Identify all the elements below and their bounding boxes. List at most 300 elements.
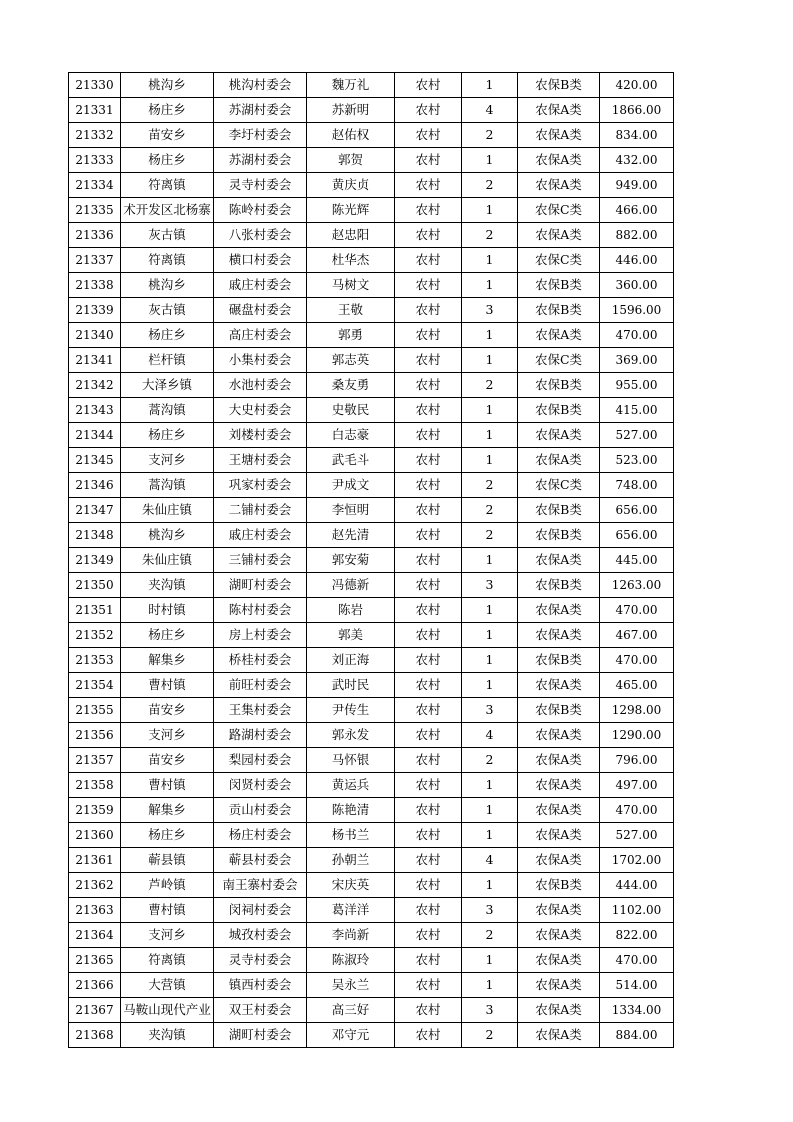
village-committee-cell: 城孜村委会 bbox=[214, 923, 307, 948]
household-type-cell: 农村 bbox=[395, 423, 462, 448]
village-committee-cell: 戚庄村委会 bbox=[214, 523, 307, 548]
village-committee-cell: 二铺村委会 bbox=[214, 498, 307, 523]
record-id-cell: 21363 bbox=[69, 898, 121, 923]
record-id-cell: 21344 bbox=[69, 423, 121, 448]
table-row bbox=[69, 998, 674, 1023]
village-committee-cell: 小集村委会 bbox=[214, 348, 307, 373]
insurance-category-cell: 农保A类 bbox=[518, 98, 600, 123]
village-committee-cell: 贡山村委会 bbox=[214, 798, 307, 823]
record-id-cell: 21338 bbox=[69, 273, 121, 298]
member-count-cell: 1 bbox=[462, 673, 518, 698]
household-type-cell: 农村 bbox=[395, 348, 462, 373]
amount-cell: 1290.00 bbox=[600, 723, 674, 748]
insurance-category-cell: 农保A类 bbox=[518, 973, 600, 998]
township-cell: 蒿沟镇 bbox=[121, 398, 214, 423]
village-committee-cell: 杨庄村委会 bbox=[214, 823, 307, 848]
person-name-cell: 吴永兰 bbox=[307, 973, 395, 998]
township-cell: 朱仙庄镇 bbox=[121, 498, 214, 523]
amount-cell: 523.00 bbox=[600, 448, 674, 473]
village-committee-cell: 前旺村委会 bbox=[214, 673, 307, 698]
member-count-cell: 1 bbox=[462, 798, 518, 823]
amount-cell: 796.00 bbox=[600, 748, 674, 773]
insurance-category-cell: 农保C类 bbox=[518, 348, 600, 373]
person-name-cell: 桑友勇 bbox=[307, 373, 395, 398]
person-name-cell: 王敬 bbox=[307, 298, 395, 323]
table-row bbox=[69, 948, 674, 973]
person-name-cell: 郭勇 bbox=[307, 323, 395, 348]
person-name-cell: 白志豪 bbox=[307, 423, 395, 448]
township-cell: 杨庄乡 bbox=[121, 423, 214, 448]
household-type-cell: 农村 bbox=[395, 473, 462, 498]
table-row bbox=[69, 373, 674, 398]
amount-cell: 527.00 bbox=[600, 823, 674, 848]
household-type-cell: 农村 bbox=[395, 673, 462, 698]
table-row bbox=[69, 848, 674, 873]
amount-cell: 444.00 bbox=[600, 873, 674, 898]
insurance-category-cell: 农保A类 bbox=[518, 823, 600, 848]
amount-cell: 834.00 bbox=[600, 123, 674, 148]
table-row bbox=[69, 323, 674, 348]
person-name-cell: 孙朝兰 bbox=[307, 848, 395, 873]
table-row bbox=[69, 723, 674, 748]
household-type-cell: 农村 bbox=[395, 873, 462, 898]
person-name-cell: 郭安菊 bbox=[307, 548, 395, 573]
table-row bbox=[69, 973, 674, 998]
table-row bbox=[69, 148, 674, 173]
person-name-cell: 马树文 bbox=[307, 273, 395, 298]
table-row bbox=[69, 348, 674, 373]
township-cell: 支河乡 bbox=[121, 723, 214, 748]
table-row bbox=[69, 798, 674, 823]
township-cell: 大泽乡镇 bbox=[121, 373, 214, 398]
amount-cell: 1702.00 bbox=[600, 848, 674, 873]
person-name-cell: 武毛斗 bbox=[307, 448, 395, 473]
person-name-cell: 杨书兰 bbox=[307, 823, 395, 848]
person-name-cell: 尹成文 bbox=[307, 473, 395, 498]
person-name-cell: 郭志英 bbox=[307, 348, 395, 373]
member-count-cell: 1 bbox=[462, 623, 518, 648]
insurance-category-cell: 农保A类 bbox=[518, 998, 600, 1023]
township-cell: 栏杆镇 bbox=[121, 348, 214, 373]
record-id-cell: 21332 bbox=[69, 123, 121, 148]
table-row bbox=[69, 523, 674, 548]
amount-cell: 949.00 bbox=[600, 173, 674, 198]
member-count-cell: 3 bbox=[462, 898, 518, 923]
table-row bbox=[69, 248, 674, 273]
table-row bbox=[69, 298, 674, 323]
amount-cell: 470.00 bbox=[600, 648, 674, 673]
household-type-cell: 农村 bbox=[395, 973, 462, 998]
record-id-cell: 21341 bbox=[69, 348, 121, 373]
village-committee-cell: 八张村委会 bbox=[214, 223, 307, 248]
record-id-cell: 21365 bbox=[69, 948, 121, 973]
household-type-cell: 农村 bbox=[395, 448, 462, 473]
township-cell: 支河乡 bbox=[121, 448, 214, 473]
township-cell: 符离镇 bbox=[121, 248, 214, 273]
person-name-cell: 冯德新 bbox=[307, 573, 395, 598]
member-count-cell: 2 bbox=[462, 473, 518, 498]
amount-cell: 1596.00 bbox=[600, 298, 674, 323]
insurance-category-cell: 农保A类 bbox=[518, 173, 600, 198]
household-type-cell: 农村 bbox=[395, 273, 462, 298]
person-name-cell: 杜华杰 bbox=[307, 248, 395, 273]
township-cell: 朱仙庄镇 bbox=[121, 548, 214, 573]
amount-cell: 1102.00 bbox=[600, 898, 674, 923]
record-id-cell: 21339 bbox=[69, 298, 121, 323]
amount-cell: 1263.00 bbox=[600, 573, 674, 598]
township-cell: 解集乡 bbox=[121, 798, 214, 823]
village-committee-cell: 高庄村委会 bbox=[214, 323, 307, 348]
member-count-cell: 4 bbox=[462, 848, 518, 873]
village-committee-cell: 闵贤村委会 bbox=[214, 773, 307, 798]
table-row bbox=[69, 573, 674, 598]
village-committee-cell: 桃沟村委会 bbox=[214, 73, 307, 98]
record-id-cell: 21346 bbox=[69, 473, 121, 498]
insurance-category-cell: 农保A类 bbox=[518, 923, 600, 948]
record-id-cell: 21343 bbox=[69, 398, 121, 423]
record-id-cell: 21358 bbox=[69, 773, 121, 798]
person-name-cell: 郭美 bbox=[307, 623, 395, 648]
village-committee-cell: 桥桂村委会 bbox=[214, 648, 307, 673]
record-id-cell: 21345 bbox=[69, 448, 121, 473]
township-cell: 蒿沟镇 bbox=[121, 473, 214, 498]
member-count-cell: 3 bbox=[462, 298, 518, 323]
township-cell: 夹沟镇 bbox=[121, 573, 214, 598]
record-id-cell: 21351 bbox=[69, 598, 121, 623]
record-id-cell: 21349 bbox=[69, 548, 121, 573]
insurance-category-cell: 农保A类 bbox=[518, 1023, 600, 1048]
person-name-cell: 葛洋洋 bbox=[307, 898, 395, 923]
village-committee-cell: 双王村委会 bbox=[214, 998, 307, 1023]
member-count-cell: 1 bbox=[462, 548, 518, 573]
village-committee-cell: 巩家村委会 bbox=[214, 473, 307, 498]
records-table bbox=[68, 72, 674, 1048]
household-type-cell: 农村 bbox=[395, 698, 462, 723]
village-committee-cell: 梨园村委会 bbox=[214, 748, 307, 773]
person-name-cell: 赵先清 bbox=[307, 523, 395, 548]
village-committee-cell: 横口村委会 bbox=[214, 248, 307, 273]
record-id-cell: 21362 bbox=[69, 873, 121, 898]
township-cell: 苗安乡 bbox=[121, 123, 214, 148]
township-cell: 灰古镇 bbox=[121, 298, 214, 323]
member-count-cell: 1 bbox=[462, 773, 518, 798]
member-count-cell: 2 bbox=[462, 373, 518, 398]
person-name-cell: 宋庆英 bbox=[307, 873, 395, 898]
table-row bbox=[69, 873, 674, 898]
household-type-cell: 农村 bbox=[395, 823, 462, 848]
table-row bbox=[69, 98, 674, 123]
amount-cell: 432.00 bbox=[600, 148, 674, 173]
village-committee-cell: 戚庄村委会 bbox=[214, 273, 307, 298]
member-count-cell: 1 bbox=[462, 323, 518, 348]
township-cell: 符离镇 bbox=[121, 173, 214, 198]
record-id-cell: 21330 bbox=[69, 73, 121, 98]
township-cell: 苗安乡 bbox=[121, 748, 214, 773]
person-name-cell: 黄运兵 bbox=[307, 773, 395, 798]
insurance-category-cell: 农保B类 bbox=[518, 873, 600, 898]
amount-cell: 1866.00 bbox=[600, 98, 674, 123]
table-row bbox=[69, 273, 674, 298]
village-committee-cell: 王塘村委会 bbox=[214, 448, 307, 473]
household-type-cell: 农村 bbox=[395, 198, 462, 223]
record-id-cell: 21361 bbox=[69, 848, 121, 873]
insurance-category-cell: 农保B类 bbox=[518, 273, 600, 298]
village-committee-cell: 灵寺村委会 bbox=[214, 948, 307, 973]
village-committee-cell: 刘楼村委会 bbox=[214, 423, 307, 448]
member-count-cell: 2 bbox=[462, 223, 518, 248]
member-count-cell: 1 bbox=[462, 948, 518, 973]
table-row bbox=[69, 548, 674, 573]
record-id-cell: 21347 bbox=[69, 498, 121, 523]
township-cell: 杨庄乡 bbox=[121, 623, 214, 648]
member-count-cell: 1 bbox=[462, 648, 518, 673]
household-type-cell: 农村 bbox=[395, 923, 462, 948]
member-count-cell: 1 bbox=[462, 348, 518, 373]
record-id-cell: 21340 bbox=[69, 323, 121, 348]
amount-cell: 445.00 bbox=[600, 548, 674, 573]
table-row bbox=[69, 598, 674, 623]
table-row bbox=[69, 623, 674, 648]
person-name-cell: 史敬民 bbox=[307, 398, 395, 423]
village-committee-cell: 南王寨村委会 bbox=[214, 873, 307, 898]
table-row bbox=[69, 773, 674, 798]
household-type-cell: 农村 bbox=[395, 123, 462, 148]
insurance-category-cell: 农保A类 bbox=[518, 798, 600, 823]
record-id-cell: 21337 bbox=[69, 248, 121, 273]
insurance-category-cell: 农保A类 bbox=[518, 448, 600, 473]
record-id-cell: 21352 bbox=[69, 623, 121, 648]
person-name-cell: 陈淑玲 bbox=[307, 948, 395, 973]
record-id-cell: 21367 bbox=[69, 998, 121, 1023]
table-row bbox=[69, 923, 674, 948]
record-id-cell: 21360 bbox=[69, 823, 121, 848]
insurance-category-cell: 农保A类 bbox=[518, 723, 600, 748]
township-cell: 大营镇 bbox=[121, 973, 214, 998]
amount-cell: 466.00 bbox=[600, 198, 674, 223]
insurance-category-cell: 农保C类 bbox=[518, 473, 600, 498]
member-count-cell: 2 bbox=[462, 523, 518, 548]
amount-cell: 369.00 bbox=[600, 348, 674, 373]
amount-cell: 656.00 bbox=[600, 498, 674, 523]
village-committee-cell: 湖町村委会 bbox=[214, 573, 307, 598]
village-committee-cell: 碾盘村委会 bbox=[214, 298, 307, 323]
record-id-cell: 21366 bbox=[69, 973, 121, 998]
table-row bbox=[69, 398, 674, 423]
record-id-cell: 21357 bbox=[69, 748, 121, 773]
insurance-category-cell: 农保B类 bbox=[518, 573, 600, 598]
person-name-cell: 高三好 bbox=[307, 998, 395, 1023]
insurance-category-cell: 农保A类 bbox=[518, 223, 600, 248]
township-cell: 时村镇 bbox=[121, 598, 214, 623]
person-name-cell: 尹传生 bbox=[307, 698, 395, 723]
insurance-category-cell: 农保B类 bbox=[518, 73, 600, 98]
village-committee-cell: 路湖村委会 bbox=[214, 723, 307, 748]
member-count-cell: 1 bbox=[462, 973, 518, 998]
township-cell: 解集乡 bbox=[121, 648, 214, 673]
household-type-cell: 农村 bbox=[395, 948, 462, 973]
township-cell: 曹村镇 bbox=[121, 898, 214, 923]
table-row bbox=[69, 173, 674, 198]
member-count-cell: 3 bbox=[462, 698, 518, 723]
table-row bbox=[69, 648, 674, 673]
village-committee-cell: 苏湖村委会 bbox=[214, 148, 307, 173]
village-committee-cell: 大史村委会 bbox=[214, 398, 307, 423]
amount-cell: 514.00 bbox=[600, 973, 674, 998]
township-cell: 术开发区北杨寨 bbox=[121, 198, 214, 223]
amount-cell: 470.00 bbox=[600, 798, 674, 823]
amount-cell: 822.00 bbox=[600, 923, 674, 948]
village-committee-cell: 苏湖村委会 bbox=[214, 98, 307, 123]
township-cell: 支河乡 bbox=[121, 923, 214, 948]
person-name-cell: 赵佑权 bbox=[307, 123, 395, 148]
amount-cell: 446.00 bbox=[600, 248, 674, 273]
township-cell: 苗安乡 bbox=[121, 698, 214, 723]
amount-cell: 467.00 bbox=[600, 623, 674, 648]
member-count-cell: 2 bbox=[462, 1023, 518, 1048]
insurance-category-cell: 农保A类 bbox=[518, 773, 600, 798]
insurance-category-cell: 农保B类 bbox=[518, 698, 600, 723]
member-count-cell: 1 bbox=[462, 448, 518, 473]
household-type-cell: 农村 bbox=[395, 498, 462, 523]
record-id-cell: 21364 bbox=[69, 923, 121, 948]
insurance-category-cell: 农保B类 bbox=[518, 373, 600, 398]
member-count-cell: 1 bbox=[462, 273, 518, 298]
household-type-cell: 农村 bbox=[395, 898, 462, 923]
village-committee-cell: 湖町村委会 bbox=[214, 1023, 307, 1048]
township-cell: 马鞍山现代产业 bbox=[121, 998, 214, 1023]
household-type-cell: 农村 bbox=[395, 1023, 462, 1048]
village-committee-cell: 陈村村委会 bbox=[214, 598, 307, 623]
township-cell: 杨庄乡 bbox=[121, 148, 214, 173]
household-type-cell: 农村 bbox=[395, 323, 462, 348]
record-id-cell: 21359 bbox=[69, 798, 121, 823]
township-cell: 杨庄乡 bbox=[121, 323, 214, 348]
household-type-cell: 农村 bbox=[395, 773, 462, 798]
household-type-cell: 农村 bbox=[395, 573, 462, 598]
amount-cell: 470.00 bbox=[600, 948, 674, 973]
record-id-cell: 21355 bbox=[69, 698, 121, 723]
person-name-cell: 赵忠阳 bbox=[307, 223, 395, 248]
amount-cell: 955.00 bbox=[600, 373, 674, 398]
person-name-cell: 黄庆贞 bbox=[307, 173, 395, 198]
insurance-category-cell: 农保A类 bbox=[518, 548, 600, 573]
table-row bbox=[69, 698, 674, 723]
insurance-category-cell: 农保A类 bbox=[518, 123, 600, 148]
amount-cell: 420.00 bbox=[600, 73, 674, 98]
record-id-cell: 21354 bbox=[69, 673, 121, 698]
record-id-cell: 21353 bbox=[69, 648, 121, 673]
amount-cell: 656.00 bbox=[600, 523, 674, 548]
table-row bbox=[69, 223, 674, 248]
village-committee-cell: 闵祠村委会 bbox=[214, 898, 307, 923]
household-type-cell: 农村 bbox=[395, 398, 462, 423]
household-type-cell: 农村 bbox=[395, 748, 462, 773]
township-cell: 曹村镇 bbox=[121, 673, 214, 698]
household-type-cell: 农村 bbox=[395, 523, 462, 548]
amount-cell: 465.00 bbox=[600, 673, 674, 698]
amount-cell: 748.00 bbox=[600, 473, 674, 498]
township-cell: 曹村镇 bbox=[121, 773, 214, 798]
insurance-category-cell: 农保B类 bbox=[518, 523, 600, 548]
amount-cell: 360.00 bbox=[600, 273, 674, 298]
household-type-cell: 农村 bbox=[395, 98, 462, 123]
member-count-cell: 2 bbox=[462, 748, 518, 773]
member-count-cell: 1 bbox=[462, 423, 518, 448]
household-type-cell: 农村 bbox=[395, 998, 462, 1023]
person-name-cell: 李尚新 bbox=[307, 923, 395, 948]
record-id-cell: 21348 bbox=[69, 523, 121, 548]
household-type-cell: 农村 bbox=[395, 598, 462, 623]
member-count-cell: 4 bbox=[462, 98, 518, 123]
table-row bbox=[69, 898, 674, 923]
township-cell: 符离镇 bbox=[121, 948, 214, 973]
record-id-cell: 21368 bbox=[69, 1023, 121, 1048]
insurance-category-cell: 农保A类 bbox=[518, 148, 600, 173]
member-count-cell: 2 bbox=[462, 498, 518, 523]
insurance-category-cell: 农保A类 bbox=[518, 848, 600, 873]
village-committee-cell: 三铺村委会 bbox=[214, 548, 307, 573]
insurance-category-cell: 农保C类 bbox=[518, 248, 600, 273]
township-cell: 杨庄乡 bbox=[121, 823, 214, 848]
table-row bbox=[69, 73, 674, 98]
household-type-cell: 农村 bbox=[395, 848, 462, 873]
table-row bbox=[69, 748, 674, 773]
member-count-cell: 1 bbox=[462, 823, 518, 848]
member-count-cell: 1 bbox=[462, 873, 518, 898]
township-cell: 夹沟镇 bbox=[121, 1023, 214, 1048]
village-committee-cell: 灵寺村委会 bbox=[214, 173, 307, 198]
person-name-cell: 李恒明 bbox=[307, 498, 395, 523]
table-row bbox=[69, 423, 674, 448]
household-type-cell: 农村 bbox=[395, 248, 462, 273]
amount-cell: 882.00 bbox=[600, 223, 674, 248]
amount-cell: 884.00 bbox=[600, 1023, 674, 1048]
member-count-cell: 1 bbox=[462, 598, 518, 623]
person-name-cell: 邓守元 bbox=[307, 1023, 395, 1048]
record-id-cell: 21333 bbox=[69, 148, 121, 173]
village-committee-cell: 蕲县村委会 bbox=[214, 848, 307, 873]
person-name-cell: 马怀银 bbox=[307, 748, 395, 773]
household-type-cell: 农村 bbox=[395, 223, 462, 248]
household-type-cell: 农村 bbox=[395, 798, 462, 823]
insurance-category-cell: 农保A类 bbox=[518, 623, 600, 648]
record-id-cell: 21334 bbox=[69, 173, 121, 198]
amount-cell: 1298.00 bbox=[600, 698, 674, 723]
table-row bbox=[69, 198, 674, 223]
amount-cell: 527.00 bbox=[600, 423, 674, 448]
member-count-cell: 1 bbox=[462, 148, 518, 173]
village-committee-cell: 王集村委会 bbox=[214, 698, 307, 723]
household-type-cell: 农村 bbox=[395, 623, 462, 648]
person-name-cell: 苏新明 bbox=[307, 98, 395, 123]
village-committee-cell: 水池村委会 bbox=[214, 373, 307, 398]
member-count-cell: 3 bbox=[462, 998, 518, 1023]
insurance-category-cell: 农保B类 bbox=[518, 398, 600, 423]
insurance-category-cell: 农保B类 bbox=[518, 498, 600, 523]
amount-cell: 1334.00 bbox=[600, 998, 674, 1023]
person-name-cell: 魏万礼 bbox=[307, 73, 395, 98]
household-type-cell: 农村 bbox=[395, 723, 462, 748]
table-row bbox=[69, 673, 674, 698]
household-type-cell: 农村 bbox=[395, 173, 462, 198]
table-row bbox=[69, 823, 674, 848]
insurance-category-cell: 农保A类 bbox=[518, 898, 600, 923]
member-count-cell: 1 bbox=[462, 248, 518, 273]
village-committee-cell: 李圩村委会 bbox=[214, 123, 307, 148]
member-count-cell: 2 bbox=[462, 923, 518, 948]
person-name-cell: 郭永发 bbox=[307, 723, 395, 748]
township-cell: 桃沟乡 bbox=[121, 73, 214, 98]
